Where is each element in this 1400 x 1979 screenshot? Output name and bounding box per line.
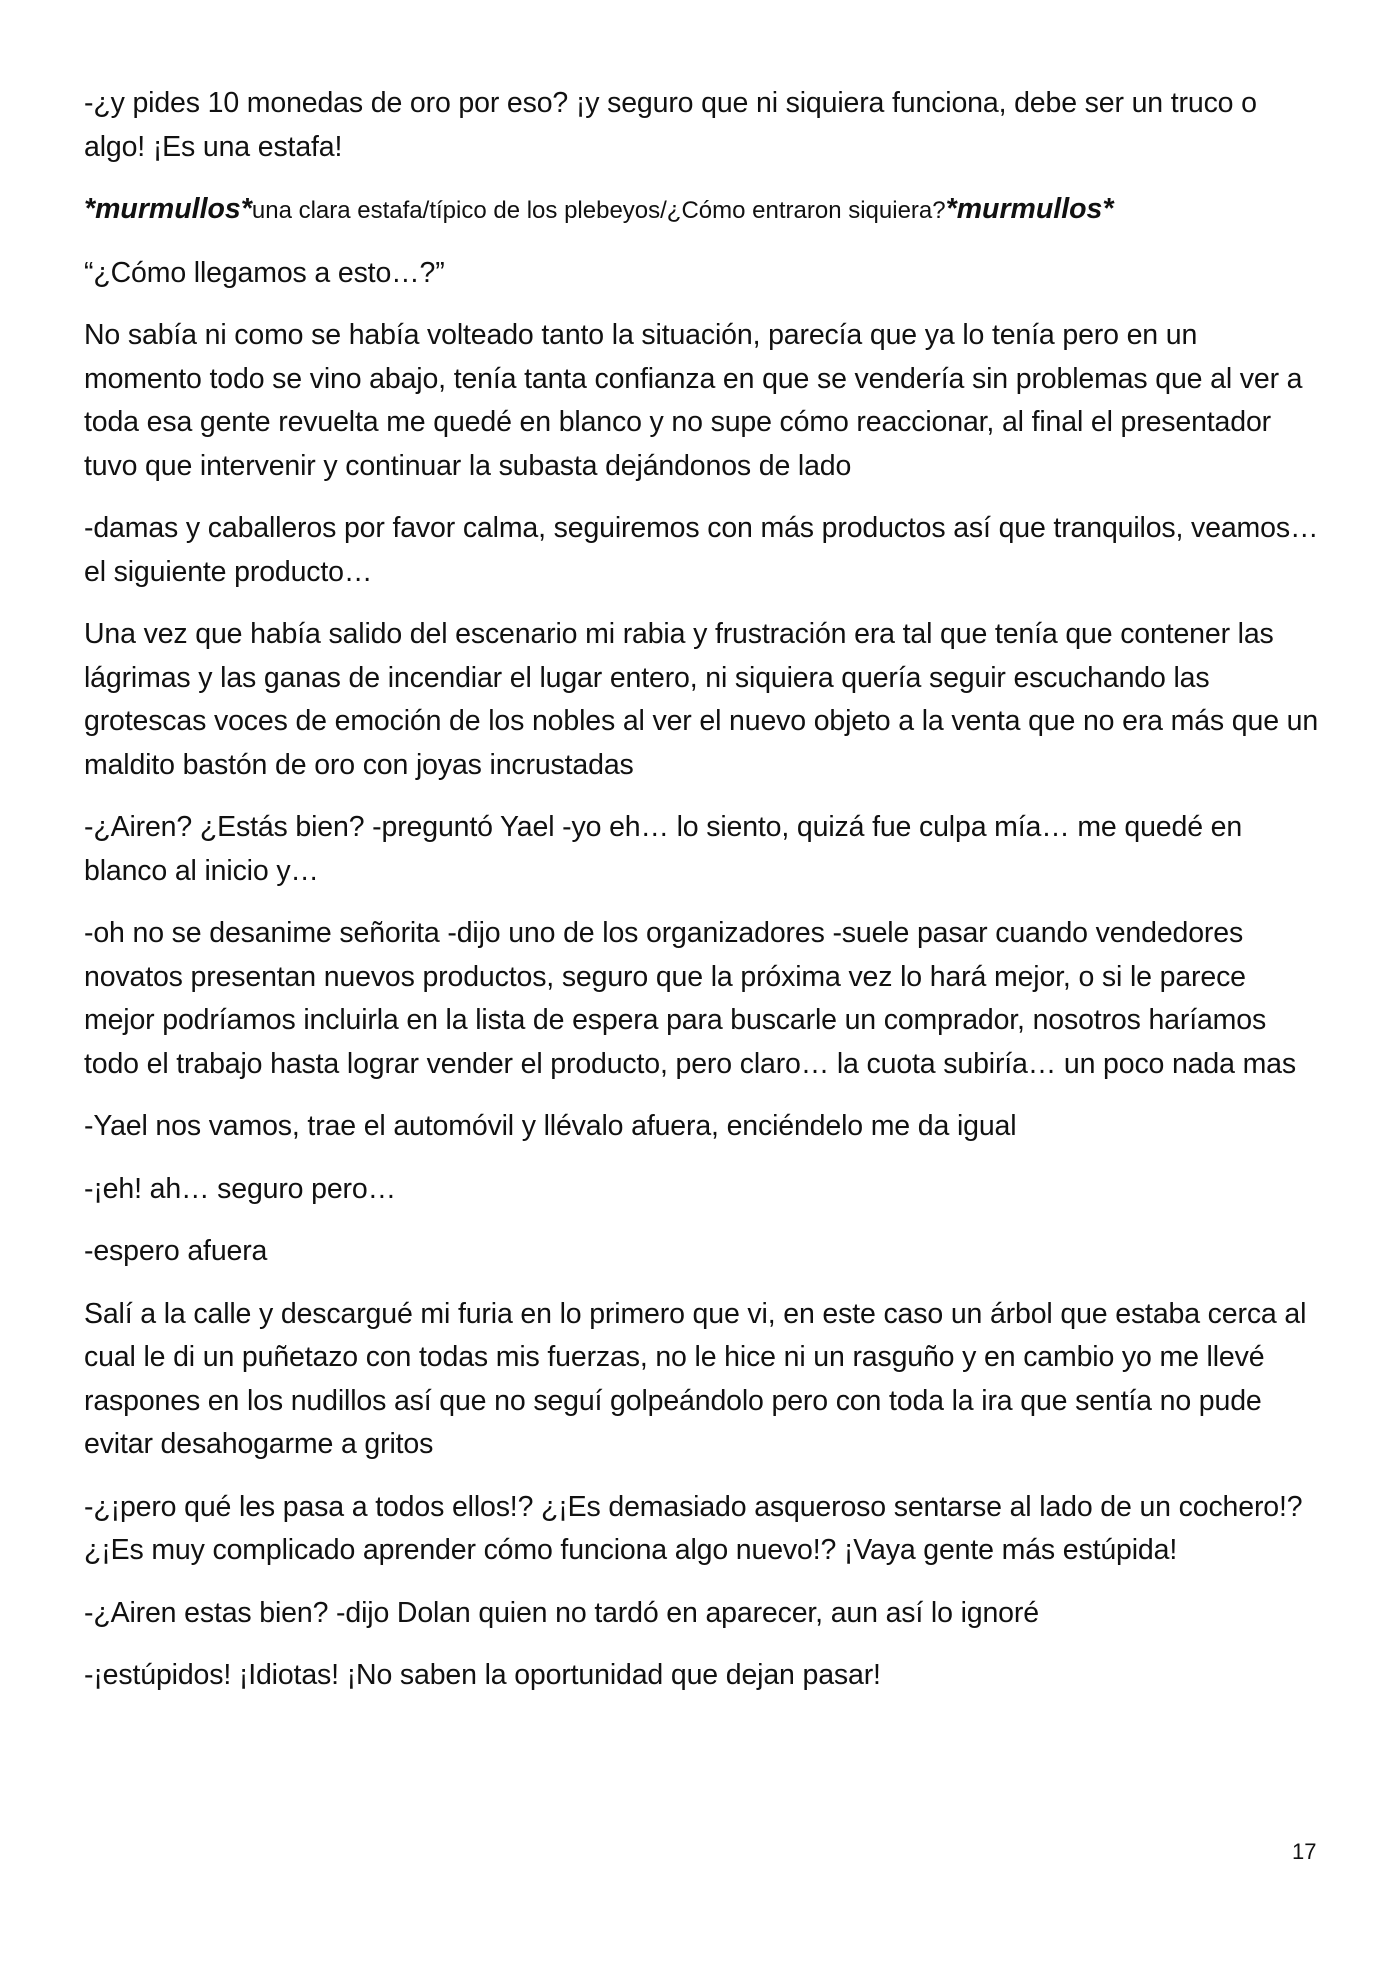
paragraph-dialogue-10: -¡estúpidos! ¡Idiotas! ¡No saben la oportunidad que dejan pasar! — [84, 1659, 881, 1691]
paragraph-narration-2: Una vez que había salido del escenario mi rabia y frustración era tal que tenía que contener las lágrimas y las ganas de incendiar el lugar entero, ni siquiera quería seguir escuchando las grotescas voces de emoción de los nobles al ver el nuevo objeto a la venta que no era más que un maldito bastón de oro con joyas incrustadas — [84, 618, 1319, 781]
paragraph-thought: “¿Cómo llegamos a esto…?” — [84, 256, 445, 289]
paragraph-dialogue-8: -¿¡pero qué les pasa a todos ellos!? ¿¡Es demasiado asqueroso sentarse al lado de un cochero!? ¿¡Es muy complicado aprender cómo funciona algo nuevo!? ¡Vaya gente más estúpida! — [84, 1490, 1303, 1566]
paragraph-dialogue-6: -¡eh! ah… seguro pero… — [84, 1172, 396, 1205]
document-page — [84, 82, 1320, 1717]
paragraph-dialogue-4: -oh no se desanime señorita -dijo uno de los organizadores -suele pasar cuando vendedores novatos presentan nuevos productos, seguro que la próxima vez lo hará mejor, o si le parece mejor podríamos incluirla en la lista de espera para buscarle un comprador, nosotros haríamos todo el trabajo hasta lograr vender el producto, pero claro… la cuota subiría… un poco nada mas — [84, 917, 1296, 1080]
paragraph-narration-1: No sabía ni como se había volteado tanto la situación, parecía que ya lo tenía pero en un momento todo se vino abajo, tenía tanta confianza en que se vendería sin problemas que al ver a toda esa gente revuelta me quedé en blanco y no supe cómo reaccionar, al final el presentador tuvo que intervenir y continuar la subasta dejándonos de lado — [84, 319, 1303, 482]
paragraph-narration-3: Salí a la calle y descargué mi furia en lo primero que vi, en este caso un árbol que estaba cerca al cual le di un puñetazo con todas mis fuerzas, no le hice ni un rasguño y en cambio yo me llevé raspones en los nudillos así que no seguí golpeándolo pero con toda la ira que sentía no pude evitar desahogarme a gritos — [84, 1297, 1307, 1460]
paragraph-dialogue-2: -damas y caballeros por favor calma, seguiremos con más productos así que tranquilos, veamos… el siguiente producto… — [84, 512, 1319, 588]
paragraph-dialogue-3: -¿Airen? ¿Estás bien? -preguntó Yael -yo eh… lo siento, quizá fue culpa mía… me quedé en blanco al inicio y… — [84, 811, 1243, 887]
murmur-line — [84, 188, 1320, 233]
paragraph-dialogue-9: -¿Airen estas bien? -dijo Dolan quien no tardó en aparecer, aun así lo ignoré — [84, 1596, 1039, 1629]
paragraph-dialogue-7: -espero afuera — [84, 1235, 268, 1267]
paragraph-dialogue-5: -Yael nos vamos, trae el automóvil y llévalo afuera, enciéndelo me da igual — [84, 1110, 1017, 1142]
paragraph-dialogue-1: -¿y pides 10 monedas de oro por eso? ¡y seguro que ni siquiera funciona, debe ser un truco o algo! ¡Es una estafa! — [84, 87, 1257, 163]
murmur-open-marker: *murmullos* — [84, 193, 252, 225]
page-number: 17 — [1292, 1839, 1317, 1864]
murmur-close-marker: *murmullos* — [945, 193, 1114, 225]
murmur-text: una clara estafa/típico de los plebeyos/¿Cómo entraron siquiera? — [251, 197, 946, 224]
